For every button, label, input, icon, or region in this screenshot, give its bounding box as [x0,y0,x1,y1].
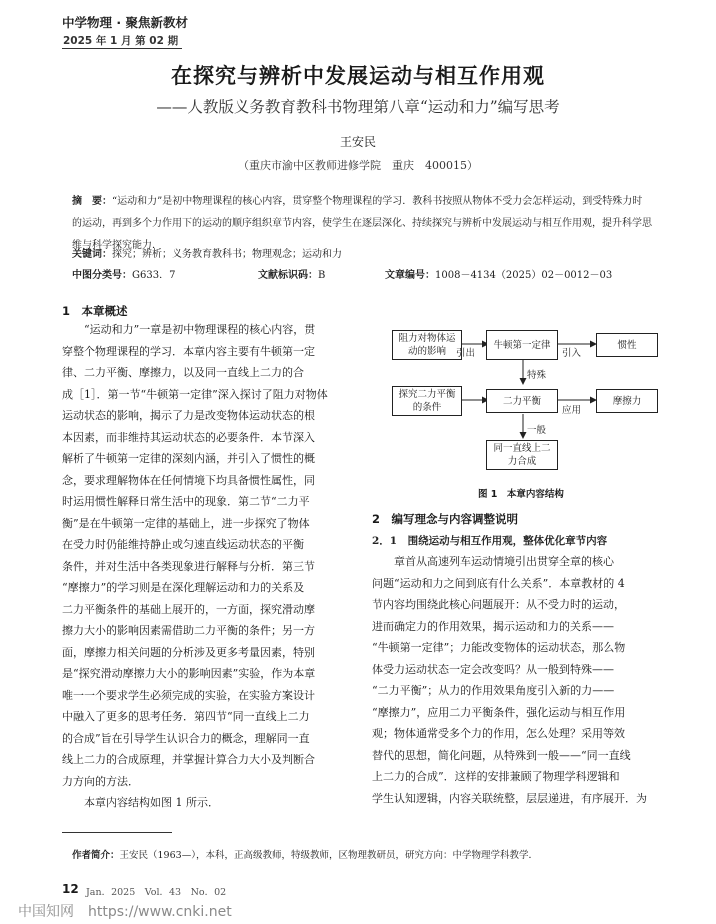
body-line: 学生认知逻辑，内容关联统整，层层递进，有序展开．为 [372,791,647,805]
edge-label-introduce: 引入 [562,348,582,359]
body-line: 念，要求理解物体在任何情境下均具备惯性属性，同 [62,473,315,487]
article-label: 文章编号： [385,270,435,281]
footnote-divider [62,832,172,833]
body-line: 本因素，而非维持其运动状态的必要条件．本节深入 [62,430,315,444]
body-line: 线上二力的合成原理，并掌握计算合力大小及判断合 [62,753,315,766]
article-number [385,266,612,281]
body-line: “摩擦力”的学习则是在深化理解运动和力的关系及 [62,581,305,594]
body-line: 观；物体通常受多个力的作用，怎么处理？采用等效 [372,727,625,740]
body-line: “牛顿第一定律”；力能改变物体的运动状态，那么物 [372,641,626,654]
section-2-body [372,551,668,809]
abstract-label: 摘 要： [72,196,112,207]
body-line: 成［1］．第一节“牛顿第一定律”深入探讨了阻力对物体 [62,387,328,401]
keywords [72,245,342,260]
edge-label-lead-out: 引出 [456,348,476,359]
node-inertia: 惯性 [596,333,658,357]
clc-number [72,266,175,281]
body-line: 是“探究滑动摩擦力大小的影响因素”实验，作为本章 [62,667,316,680]
node-newton-first-law: 牛顿第一定律 [486,330,558,360]
body-line: 的合成”旨在引导学生认识合力的概念，理解同一直 [62,731,310,745]
edge-label-special: 特殊 [527,370,547,381]
keywords-label: 关键词： [72,249,112,260]
author-affiliation: （重庆市渝中区教师进修学院 重庆 400015） [238,159,478,172]
page-number: 12 [62,882,79,896]
body-line: 节内容均围绕此核心问题展开：从不受力时的运动， [372,598,625,611]
edge-label-general: 一般 [527,425,547,436]
clc-label: 中图分类号： [72,270,132,281]
body-line: “二力平衡”；从力的作用效果角度引入新的力—— [372,684,615,697]
body-line: 二力平衡条件的基础上展开的，一方面，探究滑动摩 [62,602,315,616]
node-friction: 摩擦力 [596,389,658,413]
body-line: 解析了牛顿第一定律的深刻内涵，并引入了惯性的概 [62,452,315,465]
section-2-1-heading: 2．1 围绕运动与相互作用观，整体优化章节内容 [372,535,608,547]
body-line: 本章内容结构如图 1 所示． [62,796,219,809]
body-line: 在受力时仍能维持静止或匀速直线运动状态的平衡 [62,538,304,551]
body-line: 中融入了更多的思考任务．第四节“同一直线上二力 [62,710,310,723]
body-line: 问题“运动和力之间到底有什么关系”．本章教材的 4 [372,576,625,590]
edge-label-apply: 应用 [562,405,582,416]
author-bio-text: 王安民（1963—），本科，正高级教师，特级教师，区物理教研员，研究方向：中学物理学科教学． [119,850,538,861]
body-line: 时运用惯性解释日常生活中的现象．第二节“二力平 [62,495,310,508]
doc-label: 文献标识码： [258,270,318,281]
body-line: 运动状态的影响，揭示了力是改变物体运动状态的根 [62,409,315,422]
body-line: 力方向的方法． [62,774,139,788]
section-2-heading: 2 编写理念与内容调整说明 [372,512,519,526]
article-subtitle: ——人教版义务教育教科书物理第八章“运动和力”编写思考 [156,98,560,116]
journal-name: 中学物理 · 聚焦新教材 [62,15,188,30]
body-line: 章首从高速列车运动情境引出贯穿全章的核心 [372,555,614,568]
clc-value: G633．7 [132,270,176,281]
figure-1-caption: 图 1 本章内容结构 [478,489,564,500]
article-title: 在探究与辨析中发展运动与相互作用观 [171,64,545,88]
volume-info: Jan．2025 Vol．43 No．02 [86,887,227,898]
body-line: 上二力的合成”．这样的安排兼顾了物理学科逻辑和 [372,770,620,783]
article-value: 1008－4134（2025）02－0012－03 [435,270,613,281]
body-line: 体受力运动状态一定会改变吗？从一般到特殊—— [372,662,614,676]
keywords-text: 探究；辨析；义务教育教科书；物理观念；运动和力 [112,249,342,260]
author-bio-label: 作者简介： [72,850,120,861]
body-line: 条件，并对生活中各类现象进行解释与分析．第三节 [62,559,315,573]
cnki-watermark: 中国知网 https://www.cnki.net [18,904,232,920]
node-resistance: 阻力对物体运动的影响 [392,330,462,360]
node-explore-balance: 探究二力平衡的条件 [392,386,462,416]
author-name: 王安民 [339,135,376,149]
body-line: 律、二力平衡、摩擦力，以及同一直线上二力的合 [62,366,304,379]
header-divider [62,48,182,49]
body-line: 唯一一个要求学生必须完成的实验，在实验方案设计 [62,688,315,702]
section-1-body [62,319,358,814]
body-line: 面，摩擦力相关问题的分析涉及更多考量因素，特别 [62,645,315,659]
issue-info: 2025 年 1 月 第 02 期 [63,35,179,47]
body-line: 进而确定力的作用效果，揭示运动和力的关系—— [372,619,614,633]
body-line: 衡”是在牛顿第一定律的基础上，进一步探究了物体 [62,516,310,530]
abstract-text: “运动和力”是初中物理课程的核心内容，贯穿整个物理课程的学习．教科书按照从物体不受力会怎样运动，到受特殊力时的运动，再到多个力作用下的运动的顺序组织章节内容，使学生在逐层深化、持续探究与辨析中发展运动与相互作用观，提升科学思维与科学探究能力． [72,196,652,251]
body-line: 替代的思想，简化问题，从特殊到一般——“同一直线 [372,748,631,762]
node-two-force-balance: 二力平衡 [486,389,558,413]
doc-code [258,266,325,281]
body-line: “摩擦力”，应用二力平衡条件，强化运动与相互作用 [372,705,626,719]
section-1-heading: 1 本章概述 [62,304,128,318]
author-bio [72,847,538,861]
body-line: 擦力大小的影响因素需借助二力平衡的条件；另一方 [62,624,315,637]
node-composition: 同一直线上二力合成 [486,440,558,470]
body-line: “运动和力”一章是初中物理课程的核心内容，贯 [62,323,316,336]
doc-value: B [318,270,326,281]
body-line: 穿整个物理课程的学习．本章内容主要有牛顿第一定 [62,344,315,358]
